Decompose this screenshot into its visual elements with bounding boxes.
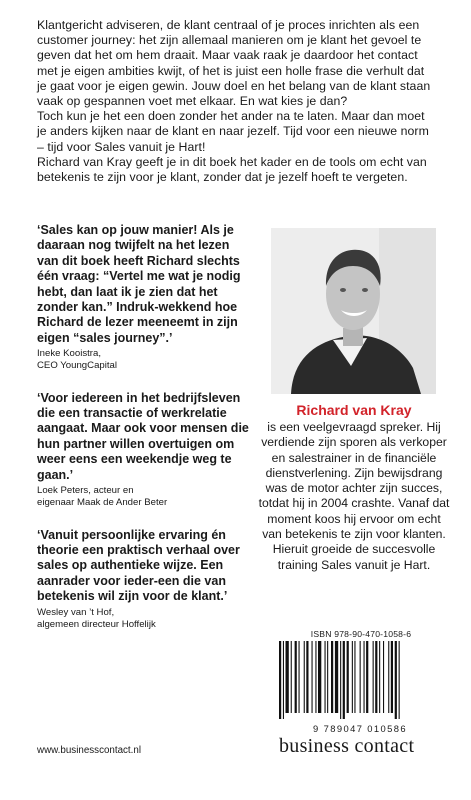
endorsement-text: ‘Vanuit persoonlijke ervaring én theorie een praktisch verhaal over sales op authentieke wijze. Een aanrader voor ieder-een die van betekenis wil zijn voor de klant.’ [37,527,240,604]
endorsement-author-name: Loek Peters, acteur en [37,485,134,497]
author-bio [258,401,450,573]
isbn-label: ISBN 978-90-470-1058-6 [310,629,412,639]
endorsement [37,391,252,510]
endorsement-author-role: algemeen directeur Hoffelijk [37,618,156,630]
intro-paragraph: Richard van Kray geeft je in dit boek het kader en de tools om echt van betekenis te zijn voor je klant, zonder dat je jezelf hoeft te vergeten. [37,154,427,185]
author-bio-text: is een veelgevraagd spreker. Hij verdiende zijn sporen als verkoper en salestrainer in de financiële dienstverlening. Zijn bewijsdrang was de motor achter zijn succes, totdat hij in 2004 crashte. Vanaf dat moment koos hij ervoor om echt van betekenis te zijn voor klanten. Hieruit groeide de succesvolle training Sales vanuit je Hart. [258,420,450,572]
endorsement-author [37,607,252,631]
barcode-digits: 9 789047 010586 [313,723,407,734]
endorsement-author [37,485,252,509]
endorsement-author-name: Wesley van ’t Hof, [37,606,115,618]
barcode-icon [276,641,444,719]
endorsement [37,223,252,373]
author-photo [271,228,436,394]
endorsements [37,223,252,649]
endorsement-text: ‘Sales kan op jouw manier! Als je daaraan nog twijfelt na het lezen van dit boek heeft Richard slechts één vraag: “Vertel me wat je nodig hebt, dan laat ik je zien dat het zonder kan.” Indruk-wekkend hoe Richard de lezer meeneemt in zijn eigen “sales journey”.’ [37,223,241,345]
back-cover-intro [37,18,437,185]
author-portrait-illustration [271,228,436,394]
intro-paragraph: Klantgericht adviseren, de klant centraal of je proces inrichten als een customer journey: het zijn allemaal manieren om je klant het gevoel te geven dat het om hem draait. Maar vaak raak je daardoor het contact met je eigen ambities kwijt, of het is juist een holle frase die verhult dat je gaat voor je eigen gewin. Jouw doel en het belang van de klant staan vaak op gespannen voet met elkaar. En wat kies je dan? [37,18,431,109]
endorsement-author [37,348,252,372]
publisher-website[interactable]: www.businesscontact.nl [37,745,142,756]
endorsement-author-name: Ineke Kooistra, [37,348,101,360]
endorsement [37,528,252,631]
endorsement-author-role: eigenaar Maak de Ander Beter [37,497,168,509]
endorsement-author-role: CEO YoungCapital [37,360,118,372]
author-name: Richard van Kray [296,402,412,418]
endorsement-text: ‘Voor iedereen in het bedrijfsleven die een transactie of werkrelatie aangaat. Maar ook voor mensen die hun partner willen overtuigen om weer eens een weekendje weg te gaan.’ [37,390,249,482]
publisher-logo: business contact [279,735,415,757]
intro-paragraph: Toch kun je het een doen zonder het ander na te laten. Maar dan moet je anders kijken naar de klant en naar jezelf. Tijd voor een nieuwe norm – tijd voor Sales vanuit je Hart! [37,109,429,154]
